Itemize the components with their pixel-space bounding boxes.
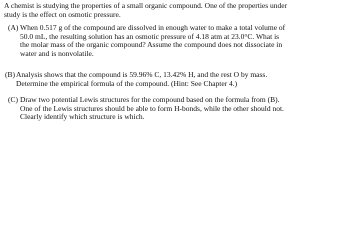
intro-line-1: A chemist is studying the properties of a small organic compound. One of the properties under [4,1,288,10]
part-a-line-2: 50.0 mL, the resulting solution has an osmotic pressure of 4.18 atm at 23.0°C. What is [20,31,280,41]
part-a-label: (A) [8,23,19,32]
part-c-line-2: One of the Lewis structures should be able to form H-bonds, while the other should not. [20,103,284,113]
part-c-line-1: Draw two potential Lewis structures for the compound based on the formula from (B). [20,95,280,104]
intro-line-2: study is the effect on osmotic pressure. [4,9,121,19]
part-a-line-1: When 0.517 g of the compound are dissolved in enough water to make a total volume of [20,23,286,32]
part-b-line-2: Determine the empirical formula of the compound. (Hint: See Chapter 4.) [16,78,238,88]
part-b-label: (B) [5,70,15,79]
part-b-line-1: Analysis shows that the compound is 59.96% C, 13.42% H, and the rest O by mass. [16,70,268,79]
part-a-line-4: water and is nonvolatile. [20,48,94,58]
part-a-line-3: the molar mass of the organic compound? Assume the compound does not dissociate in [20,40,283,49]
part-c-label: (C) [8,95,18,104]
part-c-line-3: Clearly identify which structure is which. [20,112,145,121]
